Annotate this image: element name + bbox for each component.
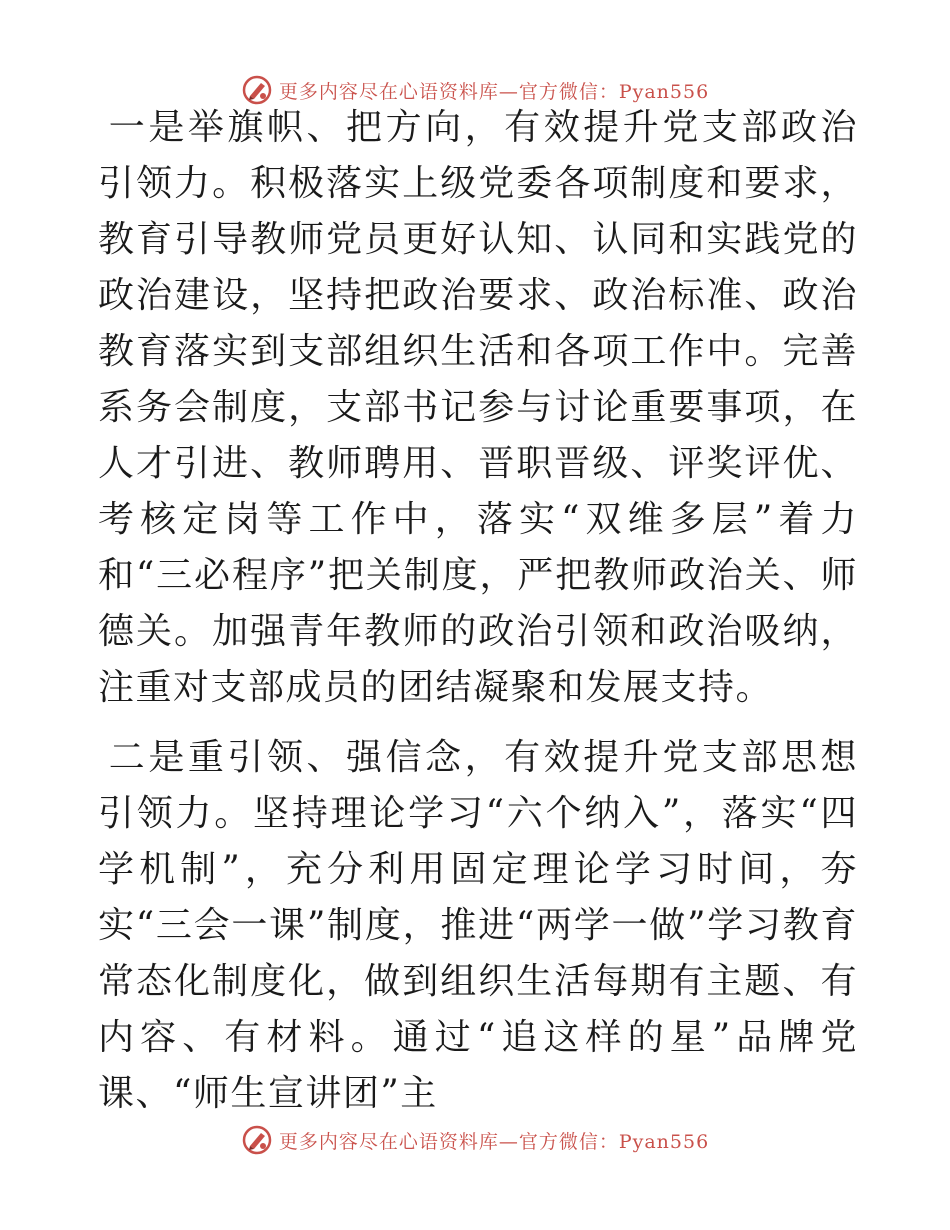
header-banner-text: 更多内容尽在心语资料库—官方微信：Pyan556 [278,80,710,103]
pen-seal-icon [241,1124,273,1156]
document-body [98,100,858,1122]
footer-banner-text: 更多内容尽在心语资料库—官方微信：Pyan556 [278,1130,710,1153]
paragraph-1: 一是举旗帜、把方向，有效提升党支部政治引领力。积极落实上级党委各项制度和要求，教育引导教师党员更好认知、认同和实践党的政治建设，坚持把政治要求、政治标准、政治教育落实到支部组织生活和各项工作中。完善系务会制度，支部书记参与讨论重要事项，在人才引进、教师聘用、晋职晋级、评奖评优、考核定岗等工作中，落实“双维多层”着力和“三必程序”把关制度，严把教师政治关、师德关。加强青年教师的政治引领和政治吸纳，注重对支部成员的团结凝聚和发展支持。 [98,107,858,708]
paragraph-2: 二是重引领、强信念，有效提升党支部思想引领力。坚持理论学习“六个纳入”，落实“四学机制”，充分利用固定理论学习时间，夯实“三会一课”制度，推进“两学一做”学习教育常态化制度化，做到组织生活每期有主题、有内容、有材料。通过“追这样的星”品牌党课、“师生宣讲团”主 [98,737,858,1114]
footer-banner [0,1120,950,1160]
